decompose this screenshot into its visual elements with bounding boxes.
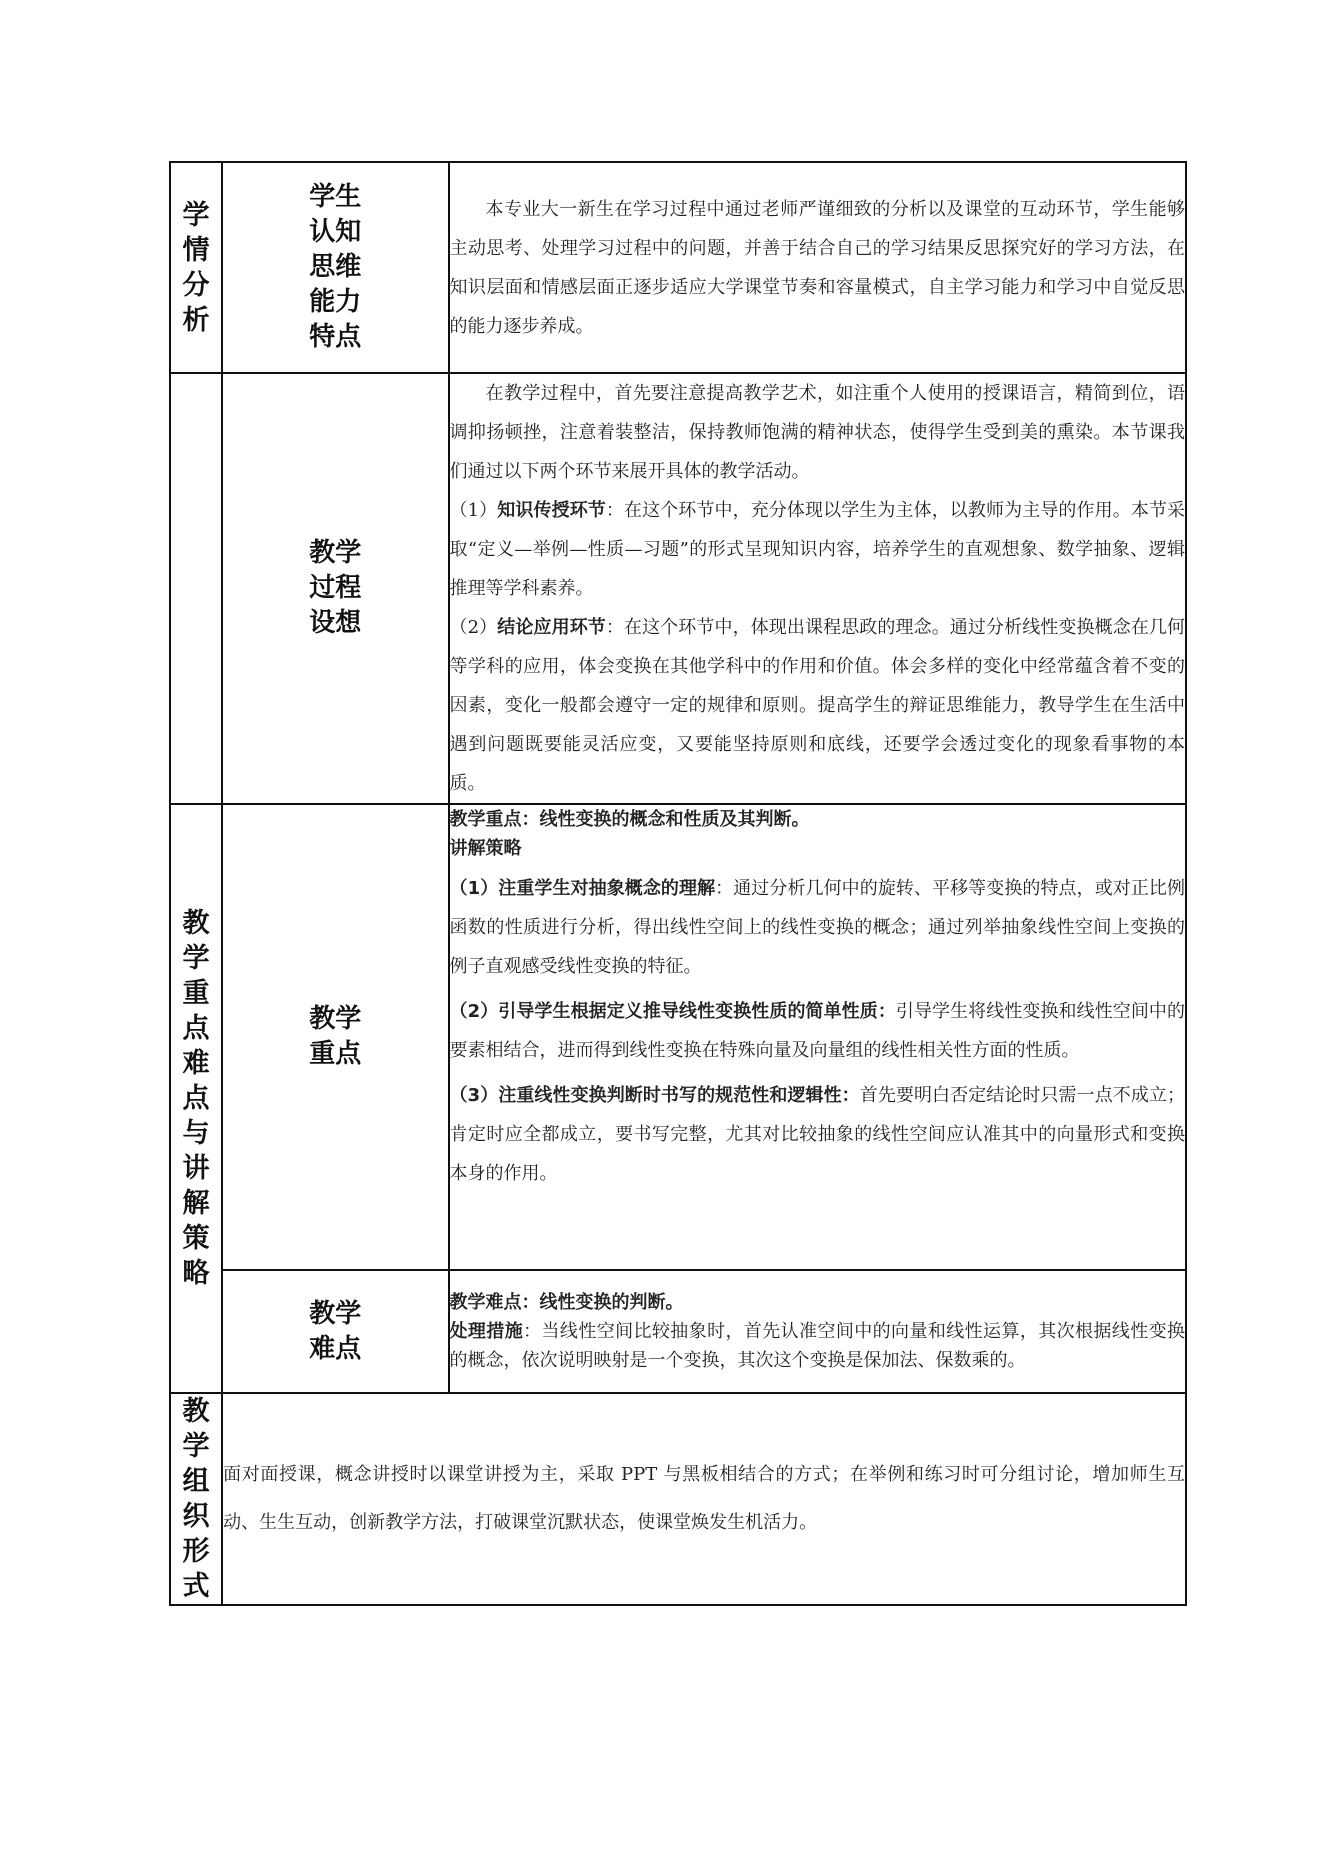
subheading-line: 能力	[309, 287, 362, 317]
item-number: （2）	[449, 617, 498, 638]
category-char: 情	[182, 234, 210, 266]
category-char: 难	[182, 1048, 210, 1079]
strategy-text: ：通过分析几何中的旋转、平移等变换的特点，或对正比例函数的性质进行分析，得出线性空间上的线性变换的概念；通过列举抽象线性空间上变换的例子直观感受线性变换的特征。	[449, 878, 1185, 977]
strategy-text: 引导学生将线性变换和线性空间中的要素相结合，进而得到线性变换在特殊向量及向量组的线性相关性方面的性质。	[449, 1001, 1185, 1061]
subheading-line: 教学	[309, 1298, 362, 1329]
difficulty-heading: 教学难点：线性变换的判断。	[449, 1292, 684, 1313]
subheading-line: 思维	[309, 252, 362, 282]
category-char: 式	[182, 1571, 210, 1602]
category-char: 析	[182, 304, 210, 336]
lesson-plan-table	[169, 161, 1187, 1606]
row-key-points	[170, 804, 1186, 1270]
category-char: 略	[182, 1258, 210, 1289]
paragraph-organization: 面对面授课，概念讲授时以课堂讲授为主，采取 PPT 与黑板相结合的方式；在举例和练习时可分组讨论，增加师生互动、生生互动，创新教学方法，打破课堂沉默状态，使课堂焕发生机活力。	[223, 1464, 1185, 1533]
subheading-line: 重点	[309, 1039, 362, 1069]
subheading-line: 认知	[309, 217, 362, 247]
subheading-line: 教学	[309, 1004, 362, 1034]
category-char: 学	[182, 943, 210, 974]
category-char: 织	[182, 1501, 210, 1532]
row-difficult-points	[170, 1270, 1186, 1393]
subheading-line: 学生	[309, 182, 362, 212]
strategy-item-1	[450, 869, 1185, 986]
difficulty-measure	[450, 1317, 1185, 1375]
category-empty	[170, 373, 222, 804]
row-organization	[170, 1393, 1186, 1605]
subheading-line: 难点	[309, 1333, 362, 1364]
category-char: 组	[182, 1466, 210, 1497]
subheading-line: 过程	[309, 573, 362, 603]
item-title: 知识传授环节	[497, 500, 606, 521]
strategy-title: （2）引导学生根据定义推导线性变换性质的简单性质：	[449, 1001, 896, 1022]
category-char: 解	[182, 1188, 210, 1219]
category-char: 形	[182, 1536, 210, 1567]
cell-student-situation	[449, 162, 1186, 373]
subheading-line: 特点	[309, 322, 362, 352]
key-points-heading: 教学重点：线性变换的概念和性质及其判断。	[449, 809, 810, 830]
strategy-title: （1）注重学生对抽象概念的理解	[449, 878, 716, 899]
category-char: 讲	[182, 1153, 210, 1184]
category-char: 点	[182, 1083, 210, 1114]
paragraph-process-intro: 在教学过程中，首先要注意提高教学艺术，如注重个人使用的授课语言，精简到位，语调抑扬顿挫，注意着装整洁，保持教师饱满的精神状态，使得学生受到美的熏染。本节课我们通过以下两个环节来展开具体的教学活动。	[449, 383, 1185, 482]
subheading-key-points	[222, 804, 448, 1270]
measure-text: ：当线性空间比较抽象时，首先认准空间中的向量和线性运算，其次根据线性变换的概念，依次说明映射是一个变换，其次这个变换是保加法、保数乘的。	[449, 1321, 1186, 1371]
item-text: ：在这个环节中，充分体现以学生为主体，以教师为主导的作用。本节采取“定义—举例—性质—习题”的形式呈现知识内容，培养学生的直观想象、数学抽象、逻辑推理等学科素养。	[449, 500, 1186, 599]
category-key-difficult-points	[170, 804, 222, 1393]
category-char: 教	[182, 1396, 210, 1427]
strategy-label: 讲解策略	[449, 838, 522, 859]
category-student-situation	[170, 162, 222, 373]
category-char: 分	[182, 269, 210, 301]
strategy-item-3	[450, 1076, 1185, 1193]
subheading-difficult-points	[222, 1270, 448, 1393]
measure-label: 处理措施	[449, 1321, 524, 1342]
cell-teaching-process	[449, 373, 1186, 804]
subheading-cognitive-traits	[222, 162, 448, 373]
category-char: 与	[182, 1118, 210, 1149]
category-char: 学	[182, 199, 210, 231]
cell-difficult-points	[449, 1270, 1186, 1393]
cell-organization	[222, 1393, 1186, 1605]
item-text: ：在这个环节中，体现出课程思政的理念。通过分析线性变换概念在几何等学科的应用，体会变换在其他学科中的作用和价值。体会多样的变化中经常蕴含着不变的因素，变化一般都会遵守一定的规律和原则。提高学生的辩证思维能力，教导学生在生活中遇到问题既要能灵活应变，又要能坚持原则和底线，还要学会透过变化的现象看事物的本质。	[449, 617, 1186, 794]
paragraph-student-situation: 本专业大一新生在学习过程中通过老师严谨细致的分析以及课堂的互动环节，学生能够主动思考、处理学习过程中的问题，并善于结合自己的学习结果反思探究好的学习方法，在知识层面和情感层面正逐步适应大学课堂节奏和容量模式，自主学习能力和学习中自觉反思的能力逐步养成。	[449, 198, 1185, 337]
category-organization	[170, 1393, 222, 1605]
cell-key-points	[449, 804, 1186, 1270]
strategy-title: （3）注重线性变换判断时书写的规范性和逻辑性：	[449, 1085, 860, 1106]
strategy-item-2	[450, 992, 1185, 1070]
row-teaching-process	[170, 373, 1186, 804]
category-char: 学	[182, 1431, 210, 1462]
subheading-teaching-process	[222, 373, 448, 804]
subheading-line: 设想	[309, 608, 362, 638]
item-number: （1）	[449, 500, 498, 521]
paragraph-process-item-1	[450, 491, 1185, 608]
category-char: 重	[182, 978, 210, 1009]
strategy-text: 首先要明白否定结论时只需一点不成立；肯定时应全都成立，要书写完整，尤其对比较抽象的线性空间应认准其中的向量形式和变换本身的作用。	[449, 1085, 1185, 1184]
category-char: 策	[182, 1223, 210, 1254]
subheading-line: 教学	[309, 538, 362, 568]
category-char: 教	[182, 908, 210, 939]
row-student-situation	[170, 162, 1186, 373]
item-title: 结论应用环节	[497, 617, 606, 638]
category-char: 点	[182, 1013, 210, 1044]
paragraph-process-item-2	[450, 608, 1185, 803]
